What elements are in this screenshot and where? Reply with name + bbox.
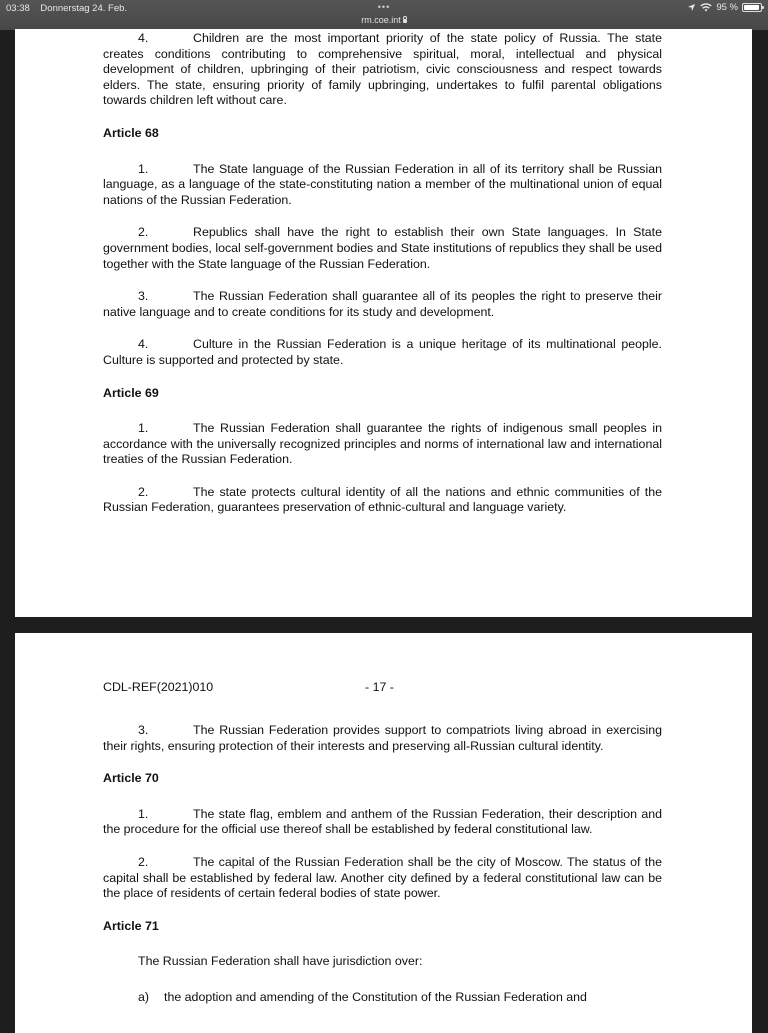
article-heading: Article 69 (103, 385, 159, 400)
paragraph-text: The capital of the Russian Federation shall be the city of Moscow. The status of the capital shall be established by federal law. Another city defined by a federal constitutional law can be the place of residents of certain federal bodies of state power. (103, 854, 662, 901)
date: Donnerstag 24. Feb. (40, 3, 128, 14)
url-text: rm.coe.int (361, 15, 401, 25)
clock: 03:38 (6, 3, 30, 14)
paragraph-number: 4. (138, 337, 149, 352)
article-heading: Article 71 (103, 918, 159, 933)
wifi-icon (700, 3, 712, 12)
list-item-text: the adoption and amending of the Constitution of the Russian Federation and (164, 989, 587, 1004)
article-heading: Article 70 (103, 771, 159, 786)
paragraph-text: The Russian Federation shall guarantee all of its peoples the right to preserve their native language and to create conditions for its study and development. (103, 289, 662, 319)
paragraph-text: The Russian Federation provides support to compatriots living abroad in exercising their rights, ensuring protection of their interests and preserving all-Russian cultural identity. (103, 723, 662, 753)
paragraph-number: 1. (138, 806, 149, 821)
numbered-paragraph (103, 31, 662, 109)
multitasking-dots-icon[interactable]: ••• (377, 2, 391, 12)
status-bar (0, 0, 768, 30)
numbered-paragraph (103, 225, 662, 272)
page-body (103, 723, 662, 1023)
paragraph-number: 3. (138, 289, 149, 304)
battery-icon (742, 3, 762, 12)
list-item-letter: a) (138, 989, 150, 1004)
paragraph-text: Children are the most important priority of the state policy of Russia. The state creates conditions contributing to comprehensive spiritual, moral, intellectual and physical development of children, upbringing of their patriotism, civic consciousness and respect towards elders. The state, ensuring priority of family upbringing, undertakes to fulfil parental obligations towards children left without care. (103, 31, 662, 108)
intro-paragraph: The Russian Federation shall have jurisdiction over: (138, 954, 423, 969)
paragraph-text: Culture in the Russian Federation is a unique heritage of its multinational people. Culture is supported and protected by state. (103, 337, 662, 367)
numbered-paragraph (103, 807, 662, 838)
location-icon (687, 3, 696, 12)
paragraph-number: 4. (138, 31, 149, 45)
battery-percent: 95 % (716, 2, 738, 13)
numbered-paragraph (103, 337, 662, 368)
lock-icon (403, 19, 407, 23)
numbered-paragraph (103, 162, 662, 209)
numbered-paragraph (103, 289, 662, 320)
numbered-paragraph (103, 485, 662, 516)
document-page-16 (15, 29, 752, 617)
paragraph-number: 1. (138, 161, 149, 176)
paragraph-text: The State language of the Russian Federation in all of its territory shall be Russian language, as a language of the state-constituting nation a member of the multinational union of equal nations of the Russian Federation. (103, 161, 662, 207)
paragraph-number: 1. (138, 421, 149, 436)
list-item (103, 990, 662, 1006)
paragraph-number: 3. (138, 723, 149, 737)
paragraph-text: The Russian Federation shall guarantee the rights of indigenous small peoples in accordance with the universally recognized principles and norms of international law and international treaties of the Russian Federation. (103, 421, 662, 467)
article-heading: Article 68 (103, 125, 159, 140)
paragraph-text: The state protects cultural identity of all the nations and ethnic communities of the Russian Federation, guarantees preservation of ethnic-cultural and language variety. (103, 484, 662, 515)
numbered-paragraph (103, 723, 662, 754)
numbered-paragraph (103, 421, 662, 468)
numbered-paragraph (103, 855, 662, 902)
page-body (103, 31, 662, 533)
paragraph-text: Republics shall have the right to establish their own State languages. In State government bodies, local self-government bodies and State institutions of republics they shall be used together with the State language of the Russian Federation. (103, 225, 662, 271)
paragraph-number: 2. (138, 225, 149, 240)
paragraph-number: 2. (138, 854, 149, 869)
document-reference: CDL-REF(2021)010 (103, 680, 214, 694)
page-number: - 17 - (365, 680, 394, 694)
document-page-17 (15, 633, 752, 1033)
url-bar[interactable] (0, 15, 768, 25)
paragraph-text: The state flag, emblem and anthem of the Russian Federation, their description and the procedure for the official use thereof shall be established by federal constitutional law. (103, 806, 662, 837)
paragraph-number: 2. (138, 484, 149, 499)
status-right (687, 2, 762, 13)
